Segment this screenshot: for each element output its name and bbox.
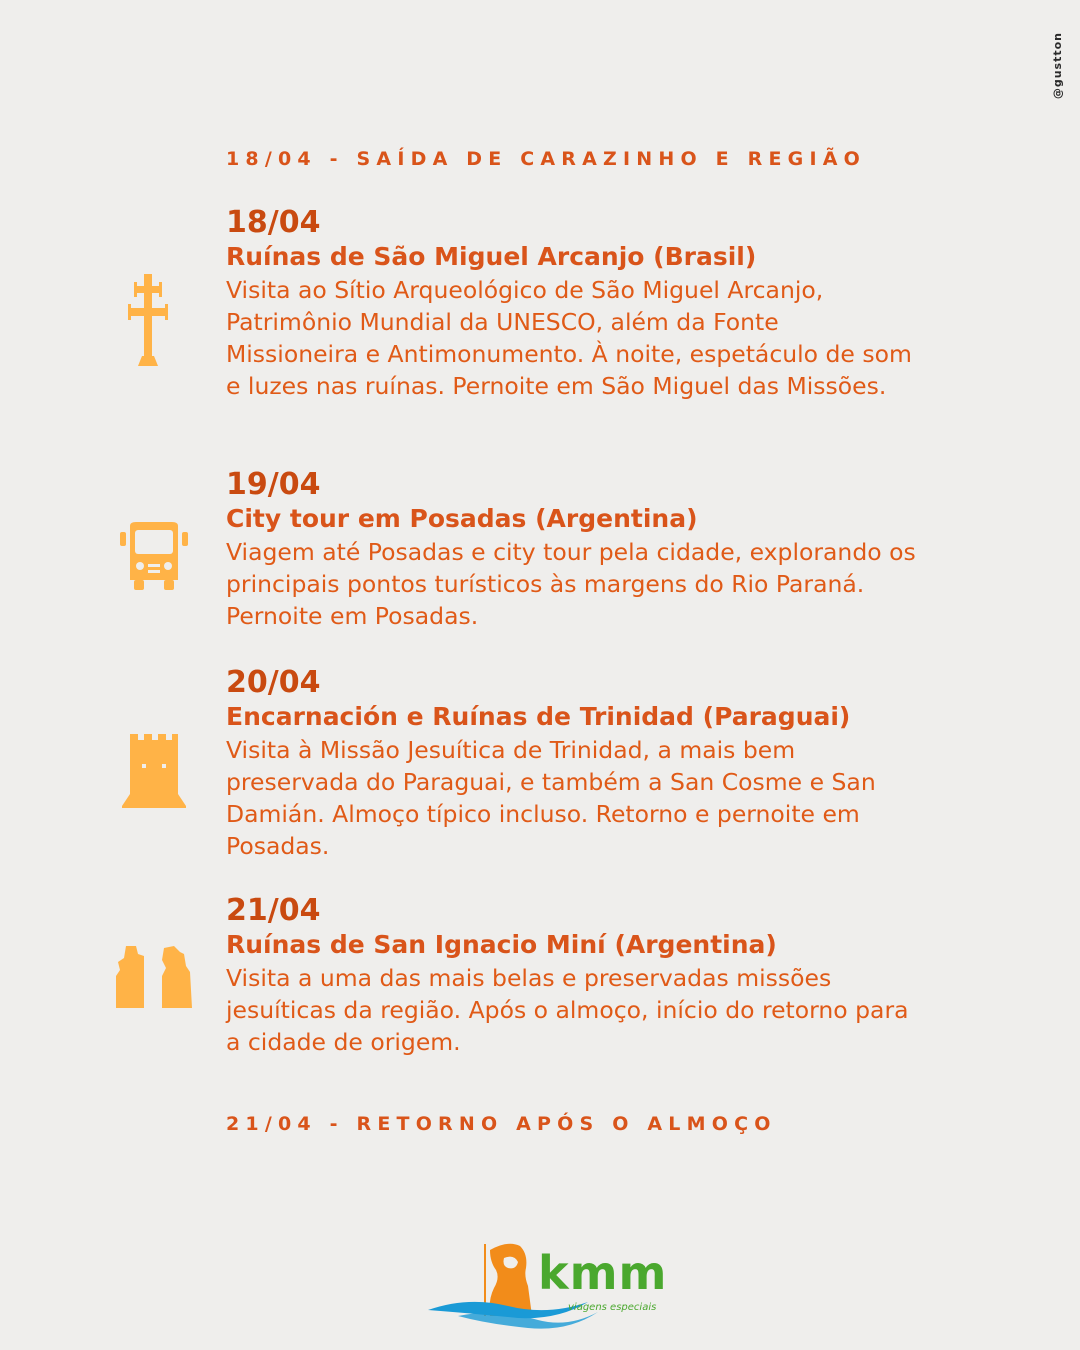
day-date: 19/04 [226,467,321,502]
day-title: Encarnación e Ruínas de Trinidad (Paraguai) [226,702,851,731]
day-entry [226,468,926,632]
day-entry [226,666,926,862]
day-description: Visita ao Sítio Arqueológico de São Miguel Arcanjo, Patrimônio Mundial da UNESCO, além da Fonte Missioneira e Antimonumento. À noite, espetáculo de som e luzes nas ruínas. Pernoite em São Miguel das Missões. [226,276,912,400]
return-heading: 21/04 - RETORNO APÓS O ALMOÇO [226,1113,777,1135]
brand-name: kmm [538,1246,668,1300]
double-cross-icon [128,274,168,366]
day-description: Visita a uma das mais belas e preservadas missões jesuíticas da região. Após o almoço, início do retorno para a cidade de origem. [226,964,909,1056]
day-date: 21/04 [226,893,321,928]
day-title: Ruínas de San Ignacio Miní (Argentina) [226,930,777,959]
day-entry [226,894,926,1058]
brand-tagline: viagens especiais [568,1302,657,1313]
author-handle: @gustton [1051,32,1064,100]
day-description: Viagem até Posadas e city tour pela cidade, explorando os principais pontos turísticos às margens do Rio Paraná. Pernoite em Posadas. [226,538,916,630]
day-date: 18/04 [226,205,321,240]
ruins-icon [114,946,194,1008]
bus-icon [120,522,188,590]
departure-heading: 18/04 - SAÍDA DE CARAZINHO E REGIÃO [226,148,866,170]
day-title: Ruínas de São Miguel Arcanjo (Brasil) [226,242,757,271]
tower-icon [122,734,186,808]
day-date: 20/04 [226,665,321,700]
day-entry [226,206,926,402]
day-description: Visita à Missão Jesuítica de Trinidad, a mais bem preservada do Paraguai, e também a San Cosme e San Damián. Almoço típico incluso. Retorno e pernoite em Posadas. [226,736,876,860]
day-title: City tour em Posadas (Argentina) [226,504,698,533]
